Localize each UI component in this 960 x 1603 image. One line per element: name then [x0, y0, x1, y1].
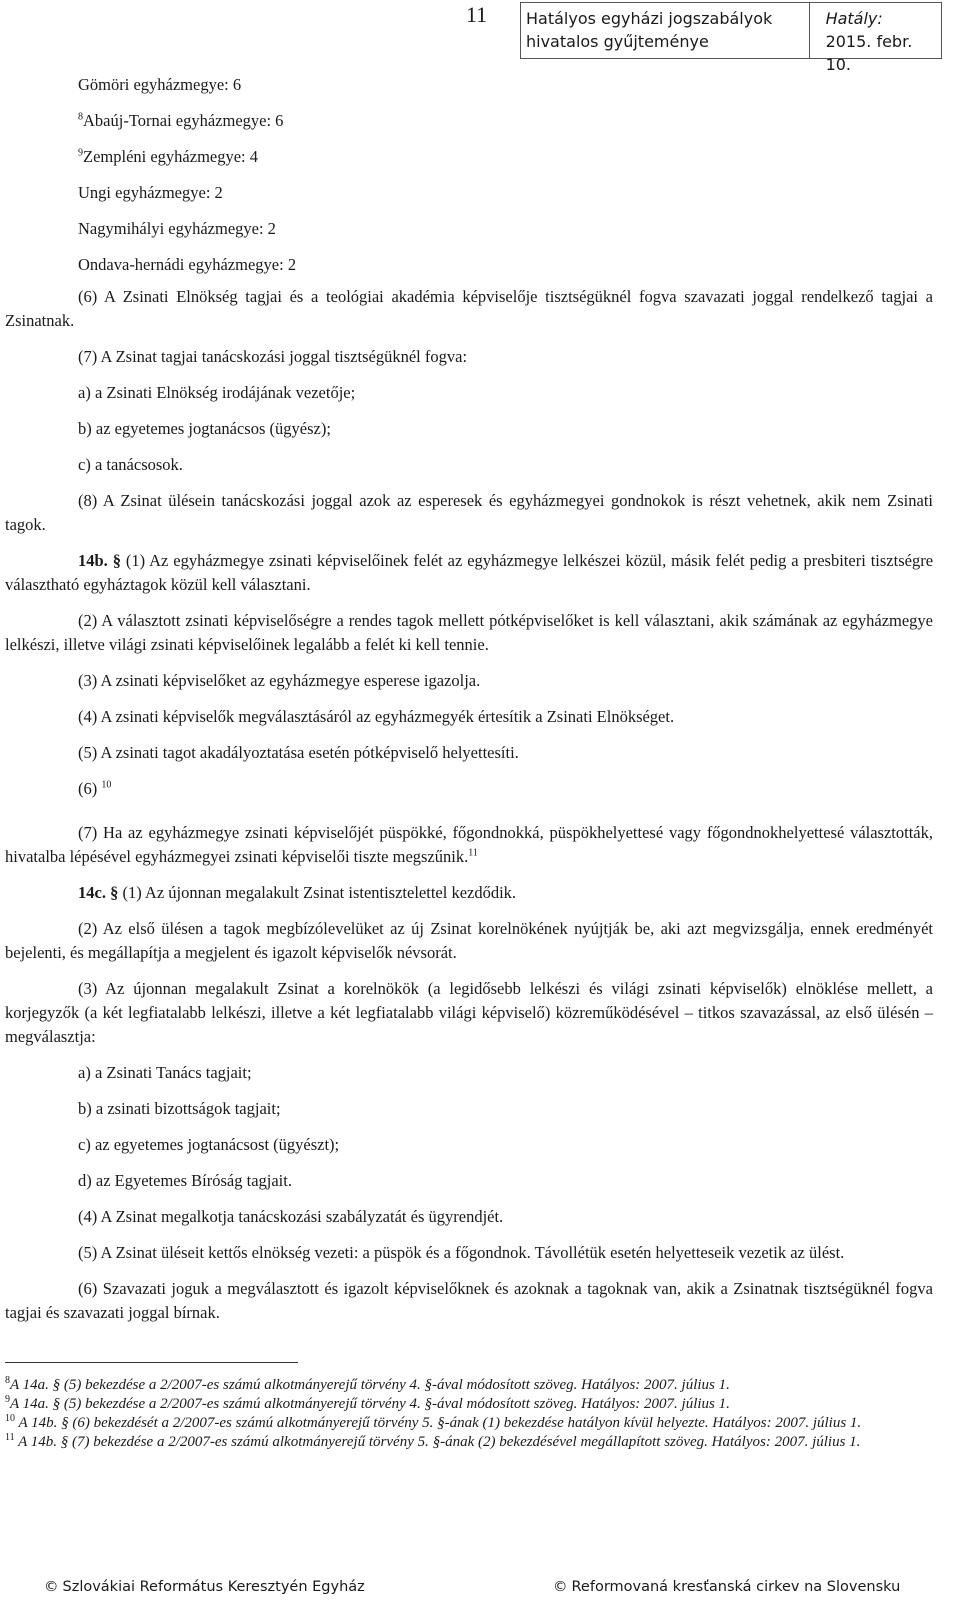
header-title-line2: hivatalos gyűjteménye — [526, 32, 709, 51]
footnote — [5, 1414, 933, 1433]
paragraph: (6) Szavazati joguk a megválasztott és igazolt képviselőknek és azoknak a tagoknak van, akik a Zsinatnak tisztségüknél fogva tagjai és szavazati joggal bírnak. — [5, 1279, 933, 1322]
footnote — [5, 1376, 933, 1395]
list-item: c) az egyetemes jogtanácsost (ügyészt); — [78, 1135, 340, 1154]
paragraph-text: (1) Az egyházmegye zsinati képviselőinek felét az egyházmegye lelkészei közül, másik felét pedig a presbiteri tisztségre választható egyháztagok közül kell választani. — [5, 551, 934, 594]
copyright-icon: © — [44, 1579, 59, 1595]
footer-left-text: Szlovákiai Református Keresztyén Egyház — [62, 1579, 365, 1595]
paragraph: (3) Az újonnan megalakult Zsinat a korelnökök (a legidősebb lelkészi és világi zsinati képviselők) elnöklése mellett, a korjegyzők (a két legfiatalabb lelkészi, illetve a két legfiatalabb világi képviselő) közreműködésével – titkos szavazással, az első ülésén – megválasztja: — [5, 979, 933, 1046]
paragraph: (5) A zsinati tagot akadályoztatása esetén pótképviselő helyettesíti. — [78, 743, 519, 762]
section-sign: § — [110, 883, 119, 902]
footnote-ref[interactable]: 9 — [78, 147, 83, 159]
list-item: a) a Zsinati Tanács tagjait; — [78, 1063, 252, 1082]
list-item — [5, 145, 933, 169]
paragraph: (7) A Zsinat tagjai tanácskozási joggal tisztségüknél fogva: — [78, 347, 468, 366]
footnote — [5, 1433, 933, 1452]
footnote-ref[interactable]: 10 — [101, 779, 112, 791]
paragraph: (3) A zsinati képviselőket az egyházmegye esperese igazolja. — [78, 671, 481, 690]
footer-right — [553, 1579, 900, 1595]
header-effective-date: 2015. febr. 10. — [825, 32, 913, 74]
list-item: c) a tanácsosok. — [78, 455, 183, 474]
section-14c-1 — [5, 881, 933, 905]
section-sign: § — [112, 551, 121, 570]
header-effective — [810, 3, 941, 74]
paragraph-text: (7) Ha az egyházmegye zsinati képviselőjét püspökké, főgondnokká, püspökhelyettesé vagy főgondnokhelyettesé választották, hivatalba lépésével egyházmegyei zsinati képviselői tiszte megszűnik. — [5, 823, 933, 866]
paragraph: (4) A zsinati képviselők megválasztásáról az egyházmegyék értesítik a Zsinati Elnökséget. — [78, 707, 675, 726]
header-title-line1: Hatályos egyházi jogszabályok — [526, 9, 773, 28]
paragraph-text: (6) — [78, 779, 102, 798]
footnote-number: 8 — [5, 1375, 10, 1386]
footnote-divider — [5, 1362, 298, 1363]
section-heading: 14c. — [78, 883, 106, 902]
list-item: Ungi egyházmegye: 2 — [78, 183, 223, 202]
page-footer — [0, 1575, 960, 1603]
footer-right-text: Reformovaná kresťanská cirkev na Slovensku — [571, 1579, 901, 1595]
document-body — [5, 73, 933, 1325]
list-item: d) az Egyetemes Bíróság tagjait. — [78, 1171, 292, 1190]
list-item: Nagymihályi egyházmegye: 2 — [78, 219, 276, 238]
list-item: b) az egyetemes jogtanácsos (ügyész); — [78, 419, 331, 438]
list-item: Gömöri egyházmegye: 6 — [78, 75, 242, 94]
page-header — [0, 0, 960, 74]
paragraph: (8) A Zsinat ülésein tanácskozási joggal azok az esperesek és egyházmegyei gondnokok is részt vehetnek, akik nem Zsinati tagok. — [5, 491, 933, 534]
header-title — [521, 3, 810, 58]
footnote-text: A 14b. § (6) bekezdését a 2/2007-es számú alkotmányerejű törvény 5. §-ának (1) bekezdése hatályon kívül helyezte. Hatályos: 2007. július 1. — [15, 1415, 862, 1431]
list-item-text: Abaúj-Tornai egyházmegye: 6 — [83, 111, 284, 130]
header-box — [520, 2, 942, 74]
paragraph: (2) Az első ülésen a tagok megbízólevelüket az új Zsinat korelnökének nyújtják be, aki azt megvizsgálja, ennek eredményét bejelenti, és megállapítja a megjelent és igazolt képviselők névsorát. — [5, 919, 933, 962]
page-number: 11 — [466, 2, 488, 27]
paragraph — [5, 777, 933, 801]
list-item — [5, 109, 933, 133]
footnote-number: 11 — [5, 1432, 15, 1443]
footnote-text: A 14b. § (7) bekezdése a 2/2007-es számú alkotmányerejű törvény 5. §-ának (2) bekezdésével megállapított szöveg. Hatályos: 2007. július 1. — [14, 1434, 861, 1450]
footnote — [5, 1395, 933, 1414]
list-item: Ondava-hernádi egyházmegye: 2 — [78, 255, 297, 274]
paragraph: (4) A Zsinat megalkotja tanácskozási szabályzatát és ügyrendjét. — [78, 1207, 504, 1226]
copyright-icon: © — [553, 1579, 568, 1595]
paragraph: (6) A Zsinati Elnökség tagjai és a teológiai akadémia képviselője tisztségüknél fogva szavazati joggal rendelkező tagjai a Zsinatnak. — [5, 287, 933, 330]
list-item: a) a Zsinati Elnökség irodájának vezetője; — [78, 383, 356, 402]
footnote-number: 10 — [5, 1413, 15, 1424]
footnote-number: 9 — [5, 1394, 10, 1405]
footer-left — [44, 1579, 365, 1595]
paragraph-text: (1) Az újonnan megalakult Zsinat istentisztelettel kezdődik. — [118, 883, 517, 902]
paragraph: (5) A Zsinat üléseit kettős elnökség vezeti: a püspök és a főgondnok. Távollétük esetén helyetteseik vezetik az ülést. — [78, 1243, 845, 1262]
paragraph: (2) A választott zsinati képviselőségre a rendes tagok mellett pótképviselőket is kell választani, akik számának az egyházmegye lelkészi, illetve világi zsinati képviselőinek legalább a felét ki kell tennie. — [5, 611, 933, 654]
footnote-ref[interactable]: 8 — [78, 111, 83, 123]
list-item: b) a zsinati bizottságok tagjait; — [78, 1099, 281, 1118]
list-item-text: Zempléni egyházmegye: 4 — [83, 147, 259, 166]
section-heading: 14b. — [78, 551, 108, 570]
header-effective-label: Hatály: — [825, 9, 883, 28]
section-14b-1 — [5, 549, 933, 597]
footnote-ref[interactable]: 11 — [468, 847, 478, 859]
footnote-text: A 14a. § (5) bekezdése a 2/2007-es számú alkotmányerejű törvény 4. §-ával módosított szöveg. Hatályos: 2007. július 1. — [10, 1377, 730, 1393]
paragraph — [5, 821, 933, 869]
footnote-text: A 14a. § (5) bekezdése a 2/2007-es számú alkotmányerejű törvény 4. §-ával módosított szöveg. Hatályos: 2007. július 1. — [10, 1396, 730, 1412]
footnotes — [5, 1376, 933, 1452]
